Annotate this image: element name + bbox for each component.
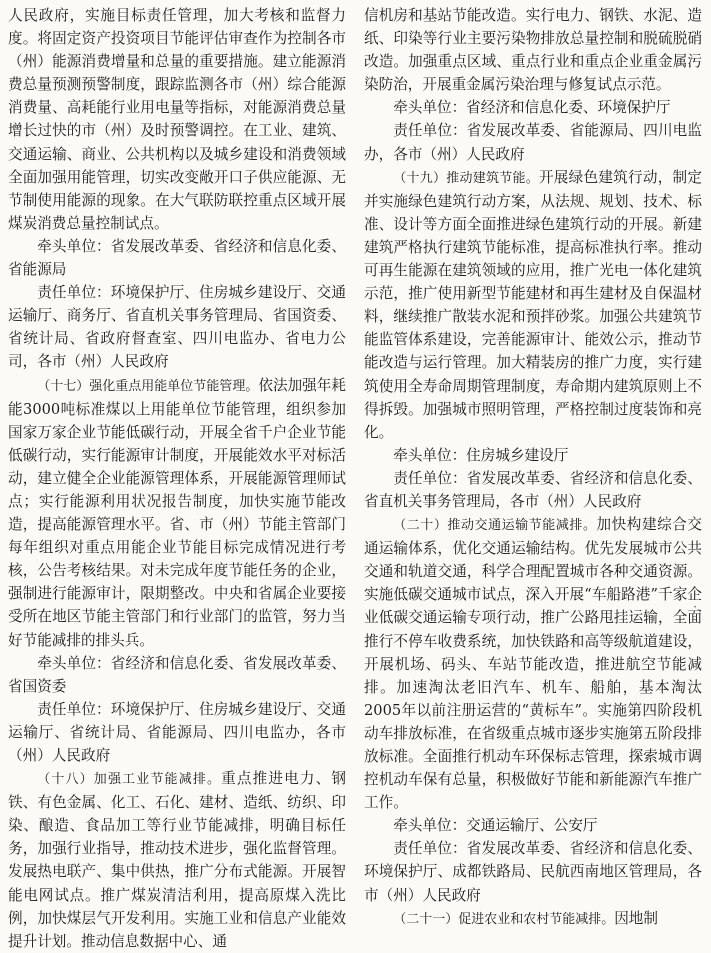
section-17-body: 依法加强年耗能3000吨标准煤以上用能单位节能管理，组织参加国家万家企业节能低碳行动，开展全省千户企业节能低碳行动，实行能源审计制度，开展能效水平对标活动，建立健全企业能源管理体系，开展能源管理师试点；实行能源利用状况报告制度，加快实施节能改造，提高能源管理水平。省、市（州）节能主管部门每年组织对重点用能企业节能目标完成情况进行考核，公告考核结果。对未完成年度节能任务的企业，强制进行能源审计，限期整改。中央和省属企业要接受所在地区节能主管部门和行业部门的监管，努力当好节能减排的排头兵。 <box>8 376 346 649</box>
responsible-unit-paragraph: 责任单位：省发展改革委、省经济和信息化委、省直机关事务管理局，各市（州）人民政府 <box>364 469 702 510</box>
section-18-body: 重点推进电力、钢铁、有色金属、化工、石化、建材、造纸、纺织、印染、酿造、食品加工等行业节能减排，明确目标任务，加强行业指导，推动技术进步，强化监督管理。发展热电联产、集中供热，推广分布式能源。开展智能电网试点。推广煤炭清洁利用，提高原煤入洗比例，加快煤层气开发利用。实施工业和信息产业能效提升计划。推动信息数据中心、通 <box>8 770 346 950</box>
paragraph-continued: 人民政府，实施目标责任管理，加大考核和监督力度。将固定资产投资项目节能评估审查作为控制各市（州）能源消费增量和总量的重要措施。建立能源消费总量预测预警制度，跟踪监测各市（州）综合能源消费量、高耗能行业用电量等指标，对能源消费总量增长过快的市（州）及时预警调控。在工业、建筑、交通运输、商业、公共机构以及城乡建设和消费领域全面加强用能管理，切实改变敞开口子供应能源、无节制使用能源的现象。在大气联防联控重点区域开展煤炭消费总量控制试点。 <box>8 7 346 232</box>
paragraph-continued: 信机房和基站节能改造。实行电力、钢铁、水泥、造纸、印染等行业主要污染物排放总量控制和脱硫脱硝改造。加强重点区域、重点行业和重点企业重金属污染防治，开展重金属污染治理与修复试点示范。 <box>364 7 702 94</box>
lead-unit-paragraph: 牵头单位：省发展改革委、省经济和信息化委、省能源局 <box>8 237 346 279</box>
right-column <box>364 4 702 931</box>
lead-unit-paragraph: 牵头单位：省经济和信息化委、环境保护厅 <box>393 99 671 117</box>
section-20-body: 加快构建综合交通运输体系，优化交通运输结构。优先发展城市公共交通和轨道交通，科学合理配置城市各种交通资源。实施低碳交通城市试点，深入开展“车船路港”千家企业低碳交通运输专项行动，推广公路甩挂运输，全面推行不停车收费系统，加快铁路和高等级航道建设，开展机场、码头、车站节能改造，推进航空节能减排。加速淘汰老旧汽车、机车、船舶，基本淘汰2005年以前注册运营的“黄标车”。实施第四阶段机动车排放标准，在省级重点城市逐步实施第五阶段排放标准。全面推行机动车环保标志管理，探索城市调控机动车保有总量，积极做好节能和新能源汽车推广工作。 <box>364 516 702 812</box>
section-18-heading: （十八）加强工业节能减排。 <box>37 772 222 788</box>
section-19-body: 开展绿色建筑行动，制定并实施绿色建筑行动方案，从法规、规划、技术、标准、设计等方面全面推进绿色建筑行动的开展。新建建筑严格执行建筑节能标准，提高标准执行率。推动可再生能源在建筑领域的应用，推广光电一体化建筑示范，推广使用新型节能建材和再生建材及自保温材料，继续推广散装水泥和预拌砂浆。加强公共建筑节能监管体系建设，完善能源审计、能效公示，推动节能改造与运行管理。加大精装房的推广力度，实行建筑使用全寿命周期管理制度，寿命期内建筑原则上不得拆毁。加强城市照明管理，严格控制过度装饰和亮化。 <box>364 168 702 441</box>
left-column <box>8 4 346 953</box>
responsible-unit-paragraph: 责任单位：环境保护厅、住房城乡建设厅、交通运输厅、商务厅、省直机关事务管理局、省国资委、省统计局、省政府督查室、四川电监办、省电力公司，各市（州）人民政府 <box>8 284 346 371</box>
margin-mark: ·、 <box>693 600 709 614</box>
section-21-body: 因地制 <box>614 909 658 927</box>
responsible-unit-paragraph: 责任单位：省发展改革委、省能源局、四川电监办，各市（州）人民政府 <box>364 122 702 163</box>
responsible-unit-paragraph: 责任单位：省发展改革委、省经济和信息化委、环境保护厅、成都铁路局、民航西南地区管理局，各市（州）人民政府 <box>364 840 702 904</box>
section-21-heading: （二十一）促进农业和农村节能减排。 <box>393 911 615 927</box>
lead-unit-paragraph: 牵头单位：省经济和信息化委、省发展改革委、省国资委 <box>8 654 346 695</box>
section-20-paragraph <box>364 513 702 814</box>
lead-unit-paragraph: 牵头单位：住房城乡建设厅 <box>393 446 569 464</box>
section-17-heading: （十七）强化重点用能单位节能管理。 <box>37 378 259 394</box>
section-19-paragraph <box>364 166 702 444</box>
section-21-paragraph <box>364 907 702 931</box>
section-19-heading: （十九）推动建筑节能。 <box>393 170 539 186</box>
section-17-paragraph <box>8 374 346 652</box>
section-18-paragraph <box>8 767 346 953</box>
lead-unit-paragraph: 牵头单位：交通运输厅、公安厅 <box>393 817 598 835</box>
responsible-unit-paragraph: 责任单位：环境保护厅、住房城乡建设厅、交通运输厅、省统计局、省能源局、四川电监办，各市（州）人民政府 <box>8 700 346 764</box>
section-20-heading: （二十）推动交通运输节能减排。 <box>393 518 597 534</box>
